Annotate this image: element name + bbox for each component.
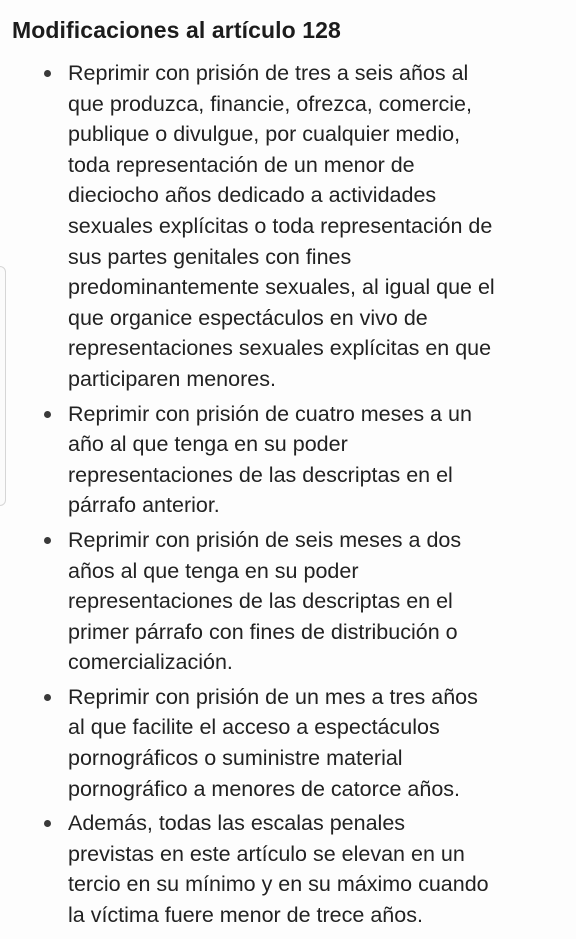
bullet-icon [44, 694, 51, 701]
text-line: año al que tenga en su poder [68, 432, 348, 457]
list-item [0, 682, 576, 804]
list-item [0, 399, 576, 521]
text-line: predominantemente sexuales, al igual que el [68, 275, 495, 300]
bullet-icon [44, 70, 51, 77]
list-item [0, 808, 576, 930]
list-item-text [68, 58, 516, 395]
text-line: publique o divulgue, por cualquier medio, [68, 122, 461, 147]
text-line: Reprimir con prisión de seis meses a dos [68, 527, 462, 552]
bullet-icon [44, 411, 51, 418]
text-line: toda representación de un menor de [68, 152, 415, 177]
text-line: pornográfico a menores de catorce años. [68, 776, 461, 801]
text-line: años al que tenga en su poder [68, 558, 359, 583]
list-item [0, 58, 576, 395]
bullet-icon [44, 820, 51, 827]
text-line: representaciones de las descriptas en el [68, 462, 453, 487]
text-line: tercio en su mínimo y en su máximo cuando [68, 872, 489, 897]
text-line: representaciones de las descriptas en el [68, 589, 453, 614]
text-line: párrafo anterior. [68, 493, 220, 518]
text-line: Reprimir con prisión de un mes a tres años [68, 684, 478, 709]
section-title: Modificaciones al artículo 128 [12, 17, 341, 43]
text-line: pornográficos o suministre material [68, 746, 403, 771]
bullet-icon [44, 537, 51, 544]
list-item-text [68, 525, 516, 678]
bullet-list [0, 58, 576, 931]
text-line: que organice espectáculos en vivo de [68, 305, 428, 330]
text-line: Reprimir con prisión de tres a seis años al [68, 61, 469, 85]
text-line: sus partes genitales con fines [68, 244, 352, 269]
text-line: comercialización. [68, 650, 233, 675]
text-line: participaren menores. [68, 366, 276, 391]
text-line: la víctima fuere menor de trece años. [68, 903, 423, 928]
list-item-text [68, 682, 516, 804]
text-line: dieciocho años dedicado a actividades [68, 183, 437, 208]
text-line: al que facilite el acceso a espectáculos [68, 715, 440, 740]
list-item [0, 525, 576, 678]
text-line: previstas en este artículo se elevan en un [68, 841, 465, 866]
text-line: sexuales explícitas o toda representación de [68, 213, 493, 238]
text-line: que produzca, financie, ofrezca, comercie, [68, 91, 472, 116]
list-item-text [68, 808, 516, 930]
text-line: Además, todas las escalas penales [68, 811, 406, 836]
text-line: primer párrafo con fines de distribución o [68, 619, 458, 644]
list-item-text [68, 399, 516, 521]
text-line: representaciones sexuales explícitas en que [68, 336, 492, 361]
text-line: Reprimir con prisión de cuatro meses a un [68, 401, 472, 426]
